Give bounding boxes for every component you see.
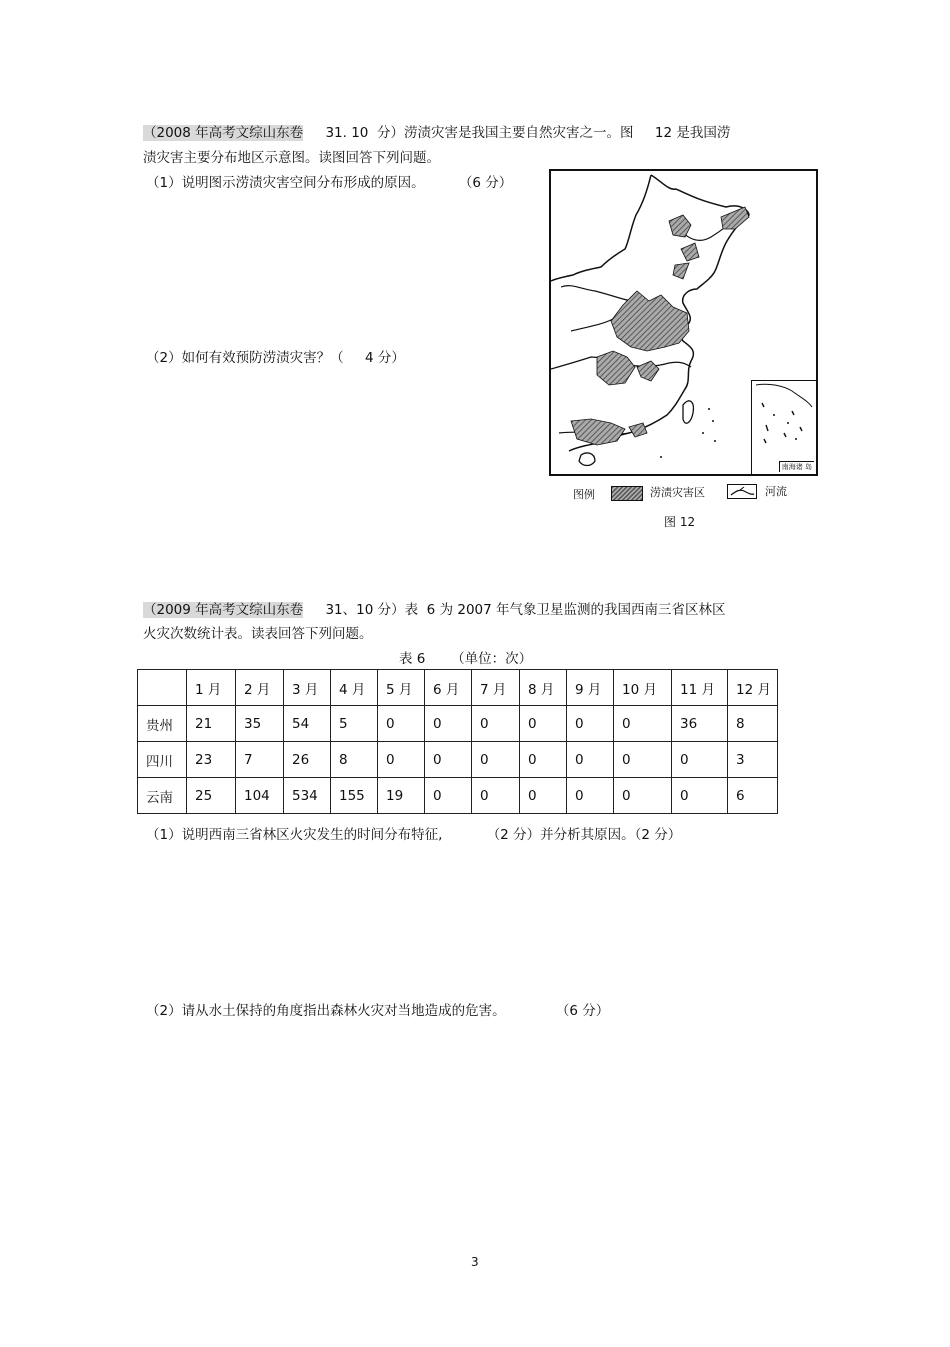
table-cell: 0	[378, 742, 425, 778]
table-row	[138, 778, 778, 814]
table-header-cell: 2 月	[236, 670, 284, 706]
q1-sub1-text: （1）说明图示涝渍灾害空间分布形成的原因。	[146, 175, 425, 191]
q2-sub2	[146, 999, 609, 1019]
table-header-cell: 1 月	[187, 670, 236, 706]
table-header-cell: 4 月	[331, 670, 378, 706]
table-cell: 3	[728, 742, 778, 778]
table-header-cell: 8 月	[520, 670, 567, 706]
fire-table	[137, 669, 778, 814]
table-header-cell: 7 月	[472, 670, 520, 706]
table-cell: 0	[425, 778, 472, 814]
q1-intro-line1	[143, 121, 730, 141]
table-header-row	[138, 670, 778, 706]
table-cell: 54	[284, 706, 331, 742]
table-row	[138, 706, 778, 742]
table-cell: 贵州	[138, 706, 187, 742]
inset-label: 南海诸 岛	[779, 461, 814, 472]
table-cell: 7	[236, 742, 284, 778]
legend-river-label: 河流	[765, 485, 787, 498]
table-cell: 四川	[138, 742, 187, 778]
q2-sub2-text: （2）请从水土保持的角度指出森林火灾对当地造成的危害。	[146, 1003, 506, 1019]
table-cell: 0	[378, 706, 425, 742]
q2-sub2-score: （6 分）	[555, 1003, 610, 1019]
table-cell: 0	[520, 778, 567, 814]
table-header-cell: 12 月	[728, 670, 778, 706]
q2-sub1-score: （2 分）并分析其原因。（2 分）	[486, 827, 682, 843]
table-cell: 0	[567, 778, 614, 814]
south-china-sea-inset	[751, 380, 817, 475]
table-cell: 5	[331, 706, 378, 742]
table-cell: 0	[614, 706, 672, 742]
table-header-cell: 11 月	[672, 670, 728, 706]
table-cell: 0	[425, 742, 472, 778]
table-cell: 23	[187, 742, 236, 778]
table-cell: 36	[672, 706, 728, 742]
table-cell: 0	[520, 742, 567, 778]
q2-intro-rest: 31、10 分）表 6 为 2007 年气象卫星监测的我国西南三省区林区	[325, 602, 726, 618]
table-header-cell: 10 月	[614, 670, 672, 706]
river-icon	[727, 484, 757, 499]
table-cell: 0	[567, 706, 614, 742]
table-cell: 155	[331, 778, 378, 814]
table-cell: 0	[520, 706, 567, 742]
table-cell: 534	[284, 778, 331, 814]
q1-intro-rest: 31. 10 分）涝渍灾害是我国主要自然灾害之一。图 12 是我国涝	[325, 125, 731, 141]
table-cell: 0	[472, 742, 520, 778]
table-cell: 104	[236, 778, 284, 814]
q2-sub1	[146, 823, 681, 843]
table-cell: 6	[728, 778, 778, 814]
legend-title: 图例	[573, 488, 595, 501]
table-cell: 0	[472, 778, 520, 814]
table-header-cell: 5 月	[378, 670, 425, 706]
q1-intro-line2: 渍灾害主要分布地区示意图。读图回答下列问题。	[143, 150, 440, 166]
table-cell: 21	[187, 706, 236, 742]
table-cell: 8	[331, 742, 378, 778]
q1-sub1-score: （6 分）	[458, 175, 513, 191]
page-number: 3	[471, 1255, 479, 1269]
table-cell: 0	[672, 778, 728, 814]
table-cell: 26	[284, 742, 331, 778]
table-header-cell: 9 月	[567, 670, 614, 706]
table-caption: 表 6 （单位：次）	[399, 651, 533, 667]
table-cell: 0	[472, 706, 520, 742]
table-cell: 19	[378, 778, 425, 814]
table-cell: 35	[236, 706, 284, 742]
table-cell: 云南	[138, 778, 187, 814]
table-cell: 0	[614, 742, 672, 778]
table-cell: 0	[425, 706, 472, 742]
table-header-cell: 6 月	[425, 670, 472, 706]
q1-source: （2008 年高考文综山东卷	[143, 125, 304, 141]
q2-sub1-text: （1）说明西南三省林区火灾发生的时间分布特征,	[146, 827, 443, 843]
table-cell: 8	[728, 706, 778, 742]
flood-map	[549, 169, 818, 476]
table-header-cell: 3 月	[284, 670, 331, 706]
q2-intro-line1	[143, 598, 726, 618]
table-header-cell	[138, 670, 187, 706]
table-row	[138, 742, 778, 778]
q1-sub1	[146, 171, 512, 191]
map-caption: 图 12	[664, 515, 696, 529]
inset-map	[752, 381, 815, 451]
table-cell: 25	[187, 778, 236, 814]
q2-source: （2009 年高考文综山东卷	[143, 602, 304, 618]
table-cell: 0	[614, 778, 672, 814]
table-cell: 0	[567, 742, 614, 778]
q1-sub2: （2）如何有效预防涝渍灾害？（ 4 分）	[146, 350, 405, 366]
legend-flood-label: 涝渍灾害区	[650, 486, 705, 499]
flood-swatch	[611, 486, 643, 501]
q2-intro-line2: 火灾次数统计表。读表回答下列问题。	[143, 626, 373, 642]
table-cell: 0	[672, 742, 728, 778]
